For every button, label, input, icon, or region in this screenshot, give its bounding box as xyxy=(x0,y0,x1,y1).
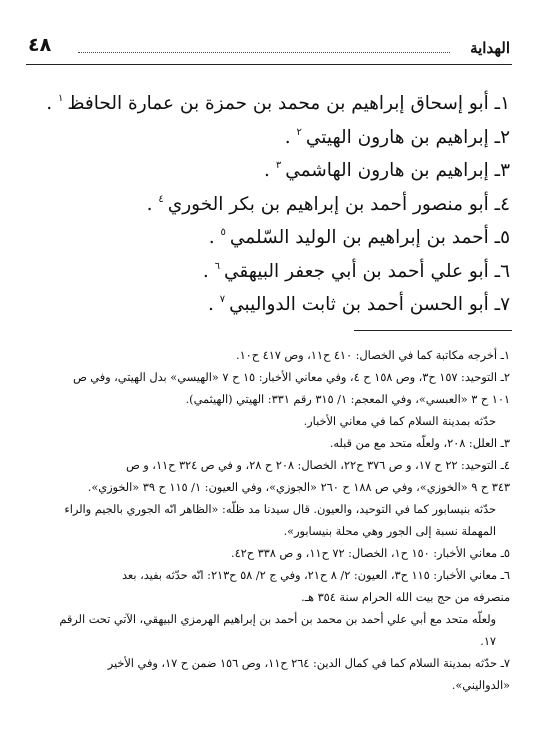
footnote-line: ١٠١ ح ٣ «العبسي»، وفي المعجم: ١/ ٣١٥ رقم ٣٣١: الهيتي (الهيثمي). xyxy=(185,393,510,406)
narrator-item: ٧ـ أبو الحسن أحمد بن ثابت الدواليبي$^٧$ . xyxy=(207,294,510,315)
narrator-item: ٢ـ إبراهيم بن هارون الهيتي$^٢$ . xyxy=(284,126,510,148)
narrator-name: ٥ـ أحمد بن إبراهيم بن الوليد السّلمي xyxy=(229,227,510,248)
footnote-line: ٧ـ حدّثه بمدينة السلام كما في كمال الدين: ٢٦٤ ح١١، وص ١٥٦ ضمن ح ١٧، وفي الأخير xyxy=(107,657,510,670)
footnote-line: ٢ـ التوحيد: ١٥٧ ح٣، وص ١٥٨ ح ٤، وفي معاني الأخبار: ١٥ ح ٧ «الهيسي» بدل الهيتي، وفي ص xyxy=(73,371,510,384)
footnote-divider xyxy=(354,330,512,331)
footnote-1 xyxy=(26,345,510,367)
footnote-line: ٣٤٣ ح ٩ «الخوزي»، وفي ص ١٨٨ ح ٢٦٠ «الجوزي»، وفي العيون: ١/ ١١٥ ح ٣٩ «الخوزي». xyxy=(87,481,510,494)
narrator-item: ٥ـ أحمد بن إبراهيم بن الوليد السّلمي$^٥$ . xyxy=(208,227,510,248)
footnote-ref[interactable]: ٧ xyxy=(219,294,226,305)
narrator-item: ٤ـ أبو منصور أحمد بن إبراهيم بن بكر الخوري$^٤$ . xyxy=(146,193,510,215)
narrator-name: ١ـ أبو إسحاق إبراهيم بن محمد بن حمزة بن عمارة الحافظ xyxy=(67,93,510,114)
footnote-ref[interactable]: ٦ xyxy=(214,260,220,272)
footnote-line: حدّثه بنيسابور كما في التوحيد، والعيون. قال سيدنا مد ظلّه: «الظاهر انّه الجوري بالجيم والراء xyxy=(64,503,496,516)
header-dotted-rule xyxy=(78,52,450,53)
footnote-2-continuation xyxy=(26,411,510,433)
footnote-ref[interactable]: ١ xyxy=(58,93,64,104)
footnote-4-continuation xyxy=(26,499,510,543)
footnote-6 xyxy=(26,565,510,609)
narrator-list xyxy=(30,82,510,317)
footnote-line: «الدواليني». xyxy=(451,679,510,692)
page-number: ٤٨ xyxy=(28,34,52,56)
footnote-ref[interactable]: ٤ xyxy=(158,193,164,205)
footnote-line: ٥ـ معاني الأخبار: ١٥٠ ح١، الخصال: ٧٢ ح١١، و ص ٣٣٨ ح٤٢. xyxy=(230,547,510,560)
footnote-ref[interactable]: ٣ xyxy=(275,160,282,171)
footnotes xyxy=(26,345,510,697)
narrator-item: ٦ـ أبو علي أحمد بن أبي جعفر البيهقي$^٦$ . xyxy=(202,260,510,282)
footnote-line: منصرفه من حج بيت الله الحرام سنة ٣٥٤ هـ. xyxy=(301,591,510,604)
footnote-6-continuation xyxy=(26,609,510,653)
footnote-7 xyxy=(26,653,510,697)
footnote-2 xyxy=(26,367,510,411)
narrator-name: ٢ـ إبراهيم بن هارون الهيتي xyxy=(305,126,510,148)
footnote-line: المهملة نسبة إلى الجور وهي محلة بنيسابور». xyxy=(283,525,496,538)
running-title: الهداية xyxy=(470,39,510,57)
narrator-item: ١ـ أبو إسحاق إبراهيم بن محمد بن حمزة بن عمارة الحافظ$^١$ . xyxy=(46,93,510,114)
narrator-name: ٣ـ إبراهيم بن هارون الهاشمي xyxy=(285,160,510,181)
footnote-ref[interactable]: ٢ xyxy=(296,126,302,138)
narrator-name: ٤ـ أبو منصور أحمد بن إبراهيم بن بكر الخوري xyxy=(167,193,510,215)
narrator-name: ٦ـ أبو علي أحمد بن أبي جعفر البيهقي xyxy=(223,260,510,282)
footnote-line: ١ـ أخرجه مكاتبة كما في الخصال: ٤١٠ ح١١، وص ٤١٧ ح١٠. xyxy=(236,349,510,362)
footnote-line: ٤ـ التوحيد: ٢٢ ح ١٧، و ص ٣٧٦ ح٢٢، الخصال: ٢٠٨ ح ٢٨، و في ص ٣٢٤ ح١١، و ص xyxy=(125,459,510,472)
footnote-line: ٣ـ العلل: ٢٠٨، ولعلّه متحد مع من قبله. xyxy=(329,437,510,450)
footnote-line: ولعلّه متحد مع أبي علي أحمد بن محمد بن أحمد بن إبراهيم الهرمزي البيهقي، الآتي تحت الرقم xyxy=(59,613,496,626)
narrator-item: ٣ـ إبراهيم بن هارون الهاشمي$^٣$ . xyxy=(264,160,510,181)
footnote-4 xyxy=(26,455,510,499)
footnote-line: ١٧. xyxy=(480,635,496,648)
page-header xyxy=(26,32,512,65)
footnote-ref[interactable]: ٥ xyxy=(220,227,226,238)
narrator-name: ٧ـ أبو الحسن أحمد بن ثابت الدواليبي xyxy=(229,294,510,315)
footnote-line: ٦ـ معاني الأخبار: ١١٥ ح٣، العيون: ٢/ ٨ ح٢١، وفي ج ٢/ ٥٨ ح٢١٣: انّه حدّثه بفيد، بعد xyxy=(121,569,510,582)
footnote-3 xyxy=(26,433,510,455)
footnote-line: حدّثه بمدينة السلام كما في معاني الأخبار. xyxy=(303,415,496,428)
footnote-5 xyxy=(26,543,510,565)
